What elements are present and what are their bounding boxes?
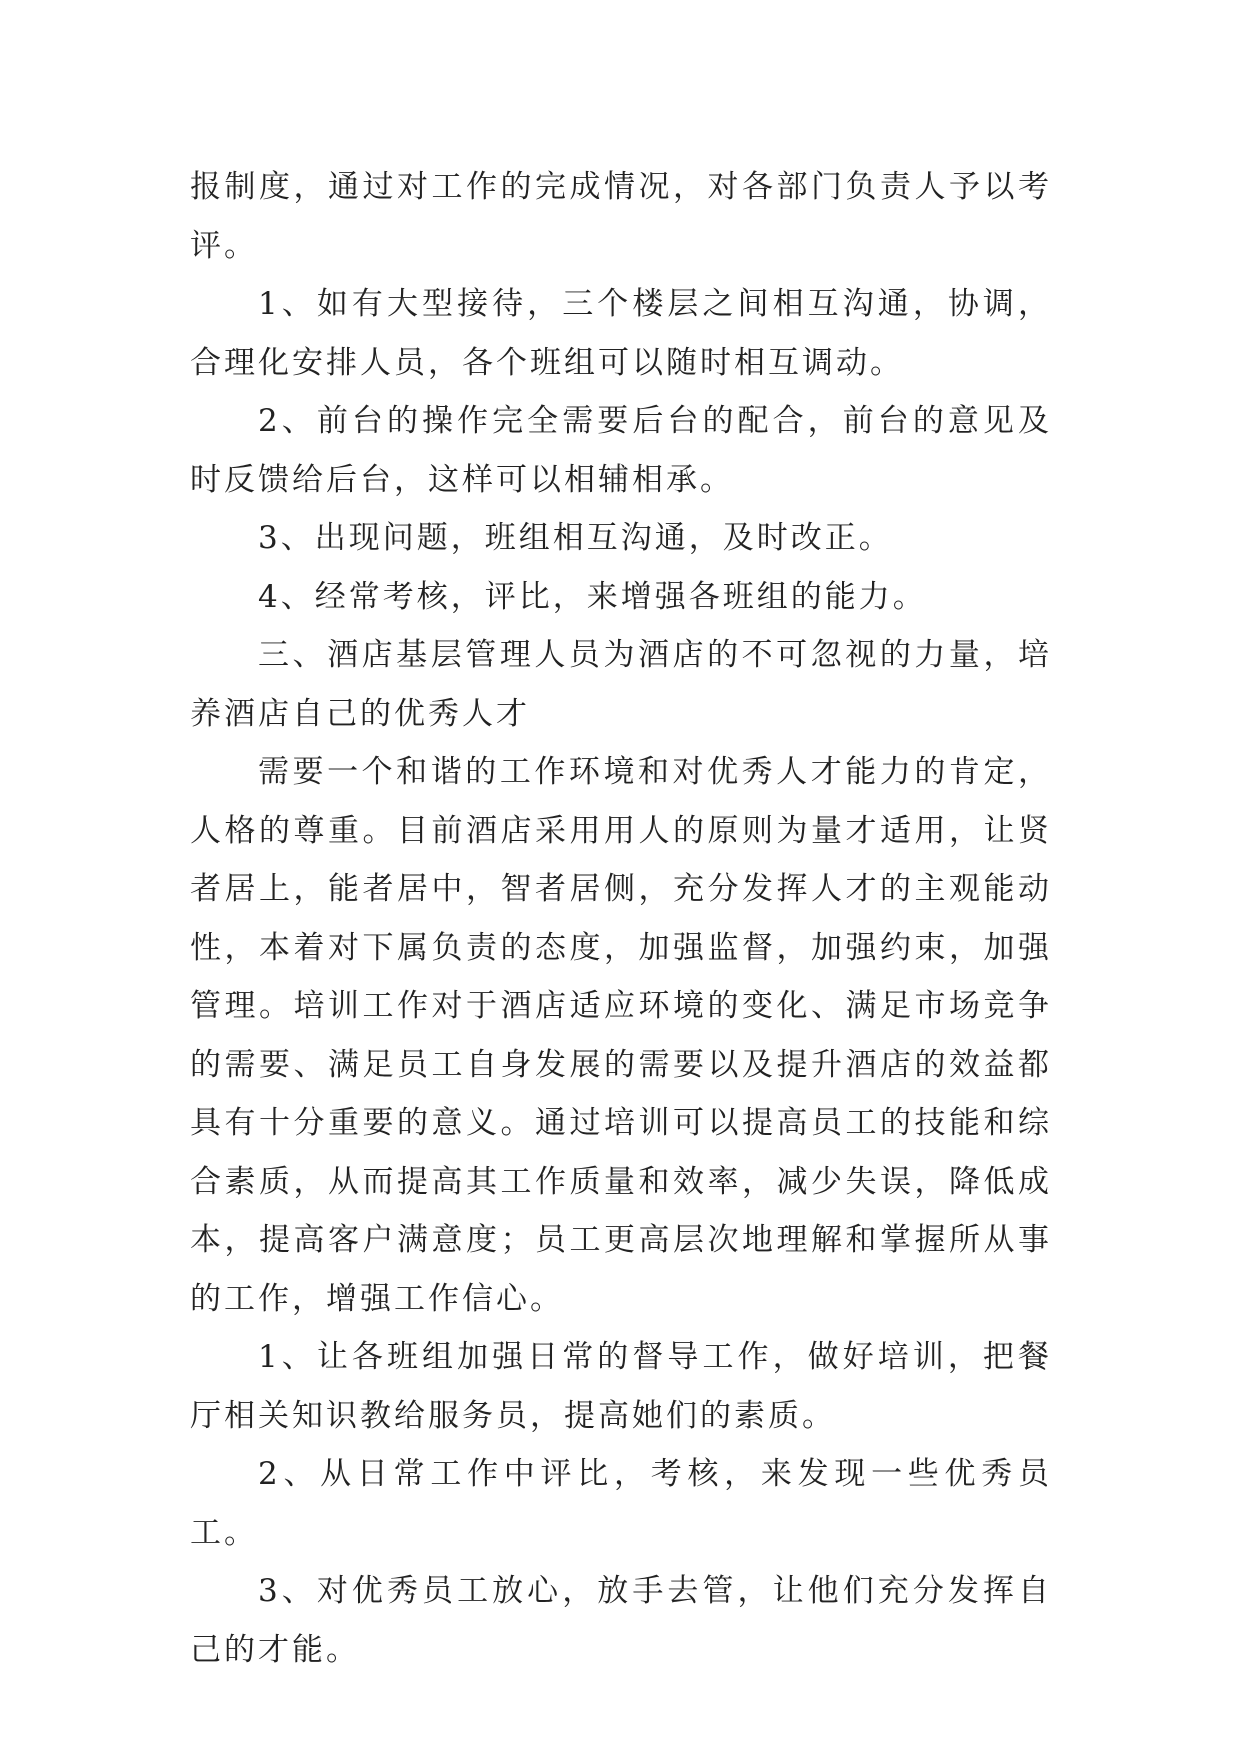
section-heading: 三、酒店基层管理人员为酒店的不可忽视的力量，培养酒店自己的优秀人才 [190, 637, 1052, 732]
paragraph-1: 报制度，通过对工作的完成情况，对各部门负责人予以考评。 [190, 169, 1052, 264]
paragraph-5: 4、经常考核，评比，来增强各班组的能力。 [258, 578, 927, 615]
paragraph-9: 2、从日常工作中评比，考核，来发现一些优秀员工。 [190, 1456, 1052, 1551]
document-body [190, 158, 1052, 1679]
paragraph-3: 2、前台的操作完全需要后台的配合，前台的意见及时反馈给后台，这样可以相辅相承。 [190, 403, 1052, 498]
paragraph-4: 3、出现问题，班组相互沟通，及时改正。 [258, 520, 893, 556]
paragraph-2: 1、如有大型接待，三个楼层之间相互沟通，协调，合理化安排人员，各个班组可以随时相互调动。 [190, 286, 1052, 381]
paragraph-8: 1、让各班组加强日常的督导工作，做好培训，把餐厅相关知识教给服务员，提高她们的素质。 [190, 1339, 1052, 1434]
paragraph-7: 需要一个和谐的工作环境和对优秀人才能力的肯定，人格的尊重。目前酒店采用用人的原则为量才适用，让贤者居上，能者居中，智者居侧，充分发挥人才的主观能动性，本着对下属负责的态度，加强监督，加强约束，加强管理。培训工作对于酒店适应环境的变化、满足市场竞争的需要、满足员工自身发展的需要以及提升酒店的效益都具有十分重要的意义。通过培训可以提高员工的技能和综合素质，从而提高其工作质量和效率，减少失误，降低成本，提高客户满意度；员工更高层次地理解和掌握所从事的工作，增强工作信心。 [190, 754, 1052, 1317]
paragraph-10: 3、对优秀员工放心，放手去管，让他们充分发挥自己的才能。 [190, 1573, 1052, 1668]
